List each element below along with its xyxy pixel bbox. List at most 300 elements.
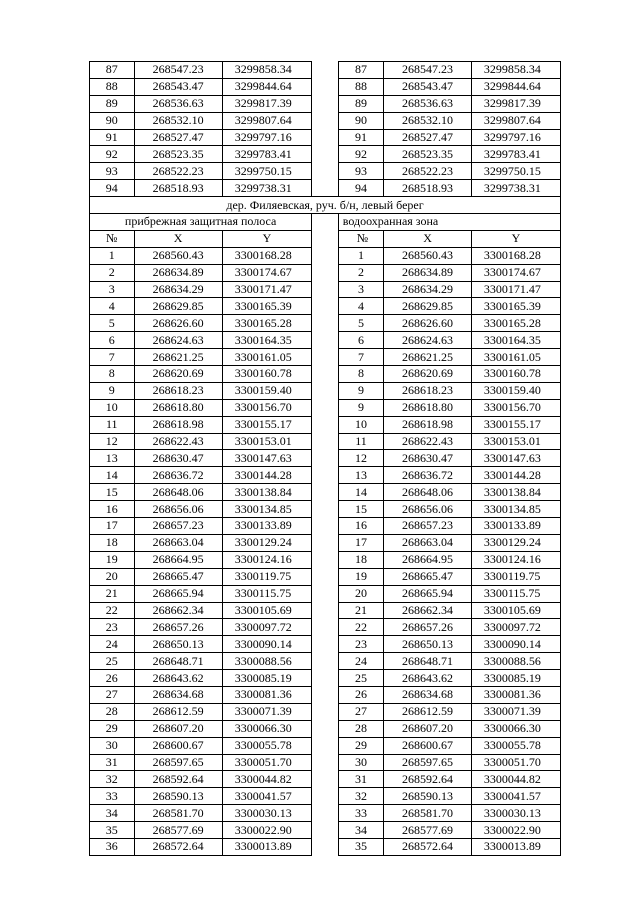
- left-point-number: 23: [90, 619, 135, 636]
- right-point-number: 34: [338, 822, 384, 839]
- right-x-coordinate: 268629.85: [384, 298, 472, 315]
- right-x-coordinate: 268532.10: [384, 112, 472, 129]
- left-point-number: 93: [90, 163, 135, 180]
- right-y-coordinate: 3300156.70: [471, 399, 560, 416]
- left-y-coordinate: 3300168.28: [222, 247, 311, 264]
- column-gap: [312, 332, 339, 349]
- left-x-coordinate: 268522.23: [134, 163, 222, 180]
- right-y-coordinate: 3300165.39: [471, 298, 560, 315]
- left-x-coordinate: 268607.20: [134, 720, 222, 737]
- right-x-coordinate: 268648.06: [384, 484, 472, 501]
- right-point-number: 32: [338, 788, 384, 805]
- right-point-number: 90: [338, 112, 384, 129]
- table-row: [90, 484, 561, 501]
- right-point-number: 22: [338, 619, 384, 636]
- right-number-header: №: [338, 230, 384, 247]
- left-point-number: 12: [90, 433, 135, 450]
- right-x-coordinate: 268618.23: [384, 382, 472, 399]
- right-x-coordinate: 268592.64: [384, 771, 472, 788]
- left-point-number: 22: [90, 602, 135, 619]
- table-row: [90, 805, 561, 822]
- table-row: [90, 737, 561, 754]
- left-point-number: 94: [90, 180, 135, 197]
- column-gap: [312, 670, 339, 687]
- right-x-coordinate: 268634.29: [384, 281, 472, 298]
- column-gap: [312, 264, 339, 281]
- right-y-coordinate: 3300164.35: [471, 332, 560, 349]
- left-y-coordinate: 3300081.36: [222, 686, 311, 703]
- right-y-coordinate: 3300165.28: [471, 315, 560, 332]
- right-y-coordinate: 3299797.16: [471, 129, 560, 146]
- section-title-row: [90, 197, 561, 214]
- right-x-coordinate: 268656.06: [384, 501, 472, 518]
- left-point-number: 25: [90, 653, 135, 670]
- column-gap: [312, 602, 339, 619]
- column-gap: [312, 180, 339, 197]
- table-row: [90, 788, 561, 805]
- table-row: [90, 568, 561, 585]
- right-point-number: 18: [338, 551, 384, 568]
- left-x-coordinate: 268547.23: [134, 62, 222, 79]
- column-gap: [312, 788, 339, 805]
- right-point-number: 30: [338, 754, 384, 771]
- right-x-coordinate: 268634.68: [384, 686, 472, 703]
- right-point-number: 5: [338, 315, 384, 332]
- left-y-coordinate: 3300138.84: [222, 484, 311, 501]
- table-row: [90, 180, 561, 197]
- left-point-number: 1: [90, 247, 135, 264]
- right-y-coordinate: 3300160.78: [471, 366, 560, 383]
- table-row: [90, 399, 561, 416]
- column-gap: [312, 78, 339, 95]
- right-point-number: 88: [338, 78, 384, 95]
- column-gap: [312, 382, 339, 399]
- right-y-coordinate: 3300085.19: [471, 670, 560, 687]
- right-point-number: 35: [338, 838, 384, 855]
- left-y-coordinate: 3300133.89: [222, 518, 311, 535]
- left-y-header: Y: [222, 230, 311, 247]
- column-gap: [312, 686, 339, 703]
- right-point-number: 9: [338, 382, 384, 399]
- right-point-number: 10: [338, 416, 384, 433]
- left-point-number: 24: [90, 636, 135, 653]
- right-point-number: 16: [338, 518, 384, 535]
- right-point-number: 31: [338, 771, 384, 788]
- left-x-coordinate: 268532.10: [134, 112, 222, 129]
- left-y-coordinate: 3300161.05: [222, 349, 311, 366]
- left-y-coordinate: 3300153.01: [222, 433, 311, 450]
- right-point-number: 13: [338, 467, 384, 484]
- right-x-coordinate: 268522.23: [384, 163, 472, 180]
- left-x-coordinate: 268590.13: [134, 788, 222, 805]
- right-x-coordinate: 268657.26: [384, 619, 472, 636]
- left-x-coordinate: 268650.13: [134, 636, 222, 653]
- left-x-coordinate: 268664.95: [134, 551, 222, 568]
- right-x-coordinate: 268657.23: [384, 518, 472, 535]
- column-gap: [312, 298, 339, 315]
- right-x-coordinate: 268543.47: [384, 78, 472, 95]
- left-y-coordinate: 3300051.70: [222, 754, 311, 771]
- table-row: [90, 163, 561, 180]
- right-point-number: 89: [338, 95, 384, 112]
- left-point-number: 90: [90, 112, 135, 129]
- column-gap: [312, 636, 339, 653]
- right-x-coordinate: 268664.95: [384, 551, 472, 568]
- right-y-coordinate: 3300174.67: [471, 264, 560, 281]
- right-x-coordinate: 268618.98: [384, 416, 472, 433]
- column-gap: [312, 703, 339, 720]
- left-point-number: 17: [90, 518, 135, 535]
- left-x-coordinate: 268543.47: [134, 78, 222, 95]
- column-gap: [312, 146, 339, 163]
- left-point-number: 29: [90, 720, 135, 737]
- left-y-coordinate: 3300165.28: [222, 315, 311, 332]
- left-point-number: 14: [90, 467, 135, 484]
- left-number-header: №: [90, 230, 135, 247]
- column-gap: [312, 484, 339, 501]
- left-x-coordinate: 268618.23: [134, 382, 222, 399]
- right-x-coordinate: 268665.94: [384, 585, 472, 602]
- left-y-coordinate: 3300085.19: [222, 670, 311, 687]
- left-x-coordinate: 268626.60: [134, 315, 222, 332]
- right-point-number: 19: [338, 568, 384, 585]
- right-y-coordinate: 3300013.89: [471, 838, 560, 855]
- right-y-coordinate: 3300066.30: [471, 720, 560, 737]
- table-row: [90, 62, 561, 79]
- right-x-coordinate: 268518.93: [384, 180, 472, 197]
- column-gap: [312, 315, 339, 332]
- right-y-coordinate: 3300088.56: [471, 653, 560, 670]
- right-y-coordinate: 3300124.16: [471, 551, 560, 568]
- left-y-coordinate: 3300134.85: [222, 501, 311, 518]
- left-x-coordinate: 268629.85: [134, 298, 222, 315]
- left-point-number: 34: [90, 805, 135, 822]
- right-x-coordinate: 268527.47: [384, 129, 472, 146]
- right-point-number: 24: [338, 653, 384, 670]
- left-x-coordinate: 268560.43: [134, 247, 222, 264]
- left-y-coordinate: 3300013.89: [222, 838, 311, 855]
- left-point-number: 3: [90, 281, 135, 298]
- column-gap: [312, 366, 339, 383]
- left-y-coordinate: 3300044.82: [222, 771, 311, 788]
- right-x-coordinate: 268577.69: [384, 822, 472, 839]
- left-x-header: X: [134, 230, 222, 247]
- right-y-coordinate: 3299738.31: [471, 180, 560, 197]
- table-row: [90, 467, 561, 484]
- right-point-number: 2: [338, 264, 384, 281]
- left-point-number: 27: [90, 686, 135, 703]
- right-x-coordinate: 268621.25: [384, 349, 472, 366]
- table-row: [90, 315, 561, 332]
- left-x-coordinate: 268527.47: [134, 129, 222, 146]
- column-gap: [312, 518, 339, 535]
- left-y-coordinate: 3300165.39: [222, 298, 311, 315]
- left-point-number: 19: [90, 551, 135, 568]
- left-y-coordinate: 3300144.28: [222, 467, 311, 484]
- coordinates-table: [89, 61, 561, 856]
- left-point-number: 32: [90, 771, 135, 788]
- right-zone-label: водоохранная зона: [338, 214, 560, 231]
- right-y-coordinate: 3300168.28: [471, 247, 560, 264]
- left-point-number: 36: [90, 838, 135, 855]
- left-point-number: 26: [90, 670, 135, 687]
- right-point-number: 26: [338, 686, 384, 703]
- right-point-number: 21: [338, 602, 384, 619]
- table-row: [90, 602, 561, 619]
- right-y-coordinate: 3300071.39: [471, 703, 560, 720]
- right-point-number: 11: [338, 433, 384, 450]
- left-x-coordinate: 268657.23: [134, 518, 222, 535]
- right-point-number: 27: [338, 703, 384, 720]
- right-y-coordinate: 3300041.57: [471, 788, 560, 805]
- right-x-header: X: [384, 230, 472, 247]
- table-row: [90, 264, 561, 281]
- column-gap: [312, 720, 339, 737]
- table-row: [90, 534, 561, 551]
- column-gap: [312, 838, 339, 855]
- right-y-coordinate: 3300153.01: [471, 433, 560, 450]
- column-gap: [312, 163, 339, 180]
- left-point-number: 92: [90, 146, 135, 163]
- left-x-coordinate: 268648.71: [134, 653, 222, 670]
- table-row: [90, 822, 561, 839]
- table-row: [90, 754, 561, 771]
- column-gap: [312, 416, 339, 433]
- table-row: [90, 720, 561, 737]
- right-x-coordinate: 268643.62: [384, 670, 472, 687]
- left-y-coordinate: 3300071.39: [222, 703, 311, 720]
- table-row: [90, 518, 561, 535]
- column-gap: [312, 568, 339, 585]
- left-x-coordinate: 268665.94: [134, 585, 222, 602]
- left-y-coordinate: 3300066.30: [222, 720, 311, 737]
- left-y-coordinate: 3300164.35: [222, 332, 311, 349]
- right-y-coordinate: 3299807.64: [471, 112, 560, 129]
- right-x-coordinate: 268634.89: [384, 264, 472, 281]
- right-point-number: 29: [338, 737, 384, 754]
- table-row: [90, 838, 561, 855]
- left-x-coordinate: 268643.62: [134, 670, 222, 687]
- right-point-number: 1: [338, 247, 384, 264]
- right-y-coordinate: 3300119.75: [471, 568, 560, 585]
- table-row: [90, 281, 561, 298]
- right-y-coordinate: 3300171.47: [471, 281, 560, 298]
- right-y-coordinate: 3300051.70: [471, 754, 560, 771]
- left-point-number: 87: [90, 62, 135, 79]
- left-x-coordinate: 268636.72: [134, 467, 222, 484]
- right-y-coordinate: 3299783.41: [471, 146, 560, 163]
- right-x-coordinate: 268581.70: [384, 805, 472, 822]
- right-x-coordinate: 268618.80: [384, 399, 472, 416]
- right-x-coordinate: 268624.63: [384, 332, 472, 349]
- right-point-number: 94: [338, 180, 384, 197]
- right-point-number: 25: [338, 670, 384, 687]
- right-point-number: 14: [338, 484, 384, 501]
- left-x-coordinate: 268581.70: [134, 805, 222, 822]
- right-x-coordinate: 268590.13: [384, 788, 472, 805]
- right-y-coordinate: 3300055.78: [471, 737, 560, 754]
- right-point-number: 91: [338, 129, 384, 146]
- left-point-number: 6: [90, 332, 135, 349]
- right-point-number: 33: [338, 805, 384, 822]
- table-row: [90, 670, 561, 687]
- right-y-coordinate: 3300030.13: [471, 805, 560, 822]
- coordinates-document: [89, 61, 561, 856]
- right-point-number: 12: [338, 450, 384, 467]
- column-gap: [312, 247, 339, 264]
- right-point-number: 23: [338, 636, 384, 653]
- right-x-coordinate: 268630.47: [384, 450, 472, 467]
- left-x-coordinate: 268662.34: [134, 602, 222, 619]
- right-point-number: 87: [338, 62, 384, 79]
- zone-label-row: [90, 214, 561, 231]
- column-gap: [312, 450, 339, 467]
- right-point-number: 4: [338, 298, 384, 315]
- right-point-number: 3: [338, 281, 384, 298]
- left-x-coordinate: 268597.65: [134, 754, 222, 771]
- column-gap: [312, 653, 339, 670]
- left-y-coordinate: 3300030.13: [222, 805, 311, 822]
- left-y-coordinate: 3300174.67: [222, 264, 311, 281]
- left-x-coordinate: 268618.98: [134, 416, 222, 433]
- right-x-coordinate: 268607.20: [384, 720, 472, 737]
- left-x-coordinate: 268622.43: [134, 433, 222, 450]
- column-gap: [312, 619, 339, 636]
- left-point-number: 9: [90, 382, 135, 399]
- left-y-coordinate: 3299738.31: [222, 180, 311, 197]
- column-gap: [312, 551, 339, 568]
- left-point-number: 35: [90, 822, 135, 839]
- left-y-coordinate: 3300119.75: [222, 568, 311, 585]
- right-y-coordinate: 3300159.40: [471, 382, 560, 399]
- right-x-coordinate: 268600.67: [384, 737, 472, 754]
- left-zone-label: прибрежная защитная полоса: [90, 214, 312, 231]
- left-point-number: 89: [90, 95, 135, 112]
- table-row: [90, 129, 561, 146]
- column-gap: [312, 737, 339, 754]
- right-x-coordinate: 268648.71: [384, 653, 472, 670]
- right-point-number: 7: [338, 349, 384, 366]
- table-row: [90, 686, 561, 703]
- left-x-coordinate: 268656.06: [134, 501, 222, 518]
- left-y-coordinate: 3299807.64: [222, 112, 311, 129]
- left-point-number: 13: [90, 450, 135, 467]
- left-point-number: 15: [90, 484, 135, 501]
- left-y-coordinate: 3299750.15: [222, 163, 311, 180]
- right-point-number: 8: [338, 366, 384, 383]
- left-point-number: 31: [90, 754, 135, 771]
- left-y-coordinate: 3300147.63: [222, 450, 311, 467]
- left-x-coordinate: 268648.06: [134, 484, 222, 501]
- right-x-coordinate: 268665.47: [384, 568, 472, 585]
- left-point-number: 10: [90, 399, 135, 416]
- column-gap: [312, 281, 339, 298]
- column-gap: [312, 399, 339, 416]
- right-y-coordinate: 3300022.90: [471, 822, 560, 839]
- right-x-coordinate: 268650.13: [384, 636, 472, 653]
- table-row: [90, 653, 561, 670]
- left-x-coordinate: 268630.47: [134, 450, 222, 467]
- left-y-coordinate: 3300160.78: [222, 366, 311, 383]
- left-x-coordinate: 268618.80: [134, 399, 222, 416]
- table-row: [90, 349, 561, 366]
- column-gap: [312, 129, 339, 146]
- right-point-number: 9: [338, 399, 384, 416]
- column-gap: [312, 771, 339, 788]
- column-gap: [312, 501, 339, 518]
- column-gap: [312, 230, 339, 247]
- right-y-coordinate: 3299844.64: [471, 78, 560, 95]
- table-row: [90, 382, 561, 399]
- left-y-coordinate: 3299797.16: [222, 129, 311, 146]
- column-gap: [312, 433, 339, 450]
- left-point-number: 7: [90, 349, 135, 366]
- right-y-coordinate: 3300105.69: [471, 602, 560, 619]
- right-x-coordinate: 268536.63: [384, 95, 472, 112]
- right-y-coordinate: 3300133.89: [471, 518, 560, 535]
- left-x-coordinate: 268634.68: [134, 686, 222, 703]
- right-x-coordinate: 268620.69: [384, 366, 472, 383]
- left-y-coordinate: 3299817.39: [222, 95, 311, 112]
- right-y-coordinate: 3300097.72: [471, 619, 560, 636]
- table-row: [90, 332, 561, 349]
- right-point-number: 92: [338, 146, 384, 163]
- left-point-number: 28: [90, 703, 135, 720]
- table-row: [90, 95, 561, 112]
- left-point-number: 20: [90, 568, 135, 585]
- column-gap: [312, 467, 339, 484]
- left-y-coordinate: 3300022.90: [222, 822, 311, 839]
- right-y-coordinate: 3300161.05: [471, 349, 560, 366]
- table-row: [90, 771, 561, 788]
- left-x-coordinate: 268634.89: [134, 264, 222, 281]
- right-x-coordinate: 268523.35: [384, 146, 472, 163]
- left-point-number: 8: [90, 366, 135, 383]
- right-y-coordinate: 3299817.39: [471, 95, 560, 112]
- right-y-coordinate: 3299750.15: [471, 163, 560, 180]
- column-gap: [312, 754, 339, 771]
- left-x-coordinate: 268518.93: [134, 180, 222, 197]
- left-x-coordinate: 268663.04: [134, 534, 222, 551]
- left-y-coordinate: 3300155.17: [222, 416, 311, 433]
- right-y-coordinate: 3300147.63: [471, 450, 560, 467]
- table-row: [90, 585, 561, 602]
- left-x-coordinate: 268577.69: [134, 822, 222, 839]
- left-y-coordinate: 3300156.70: [222, 399, 311, 416]
- left-x-coordinate: 268634.29: [134, 281, 222, 298]
- left-y-coordinate: 3300159.40: [222, 382, 311, 399]
- table-row: [90, 416, 561, 433]
- column-gap: [312, 585, 339, 602]
- table-row: [90, 78, 561, 95]
- table-row: [90, 366, 561, 383]
- right-y-coordinate: 3299858.34: [471, 62, 560, 79]
- left-x-coordinate: 268657.26: [134, 619, 222, 636]
- left-y-coordinate: 3300055.78: [222, 737, 311, 754]
- left-y-coordinate: 3300088.56: [222, 653, 311, 670]
- table-row: [90, 703, 561, 720]
- left-point-number: 88: [90, 78, 135, 95]
- left-point-number: 11: [90, 416, 135, 433]
- column-gap: [312, 805, 339, 822]
- table-row: [90, 636, 561, 653]
- left-y-coordinate: 3300129.24: [222, 534, 311, 551]
- left-x-coordinate: 268592.64: [134, 771, 222, 788]
- left-point-number: 4: [90, 298, 135, 315]
- right-x-coordinate: 268547.23: [384, 62, 472, 79]
- table-row: [90, 112, 561, 129]
- table-row: [90, 501, 561, 518]
